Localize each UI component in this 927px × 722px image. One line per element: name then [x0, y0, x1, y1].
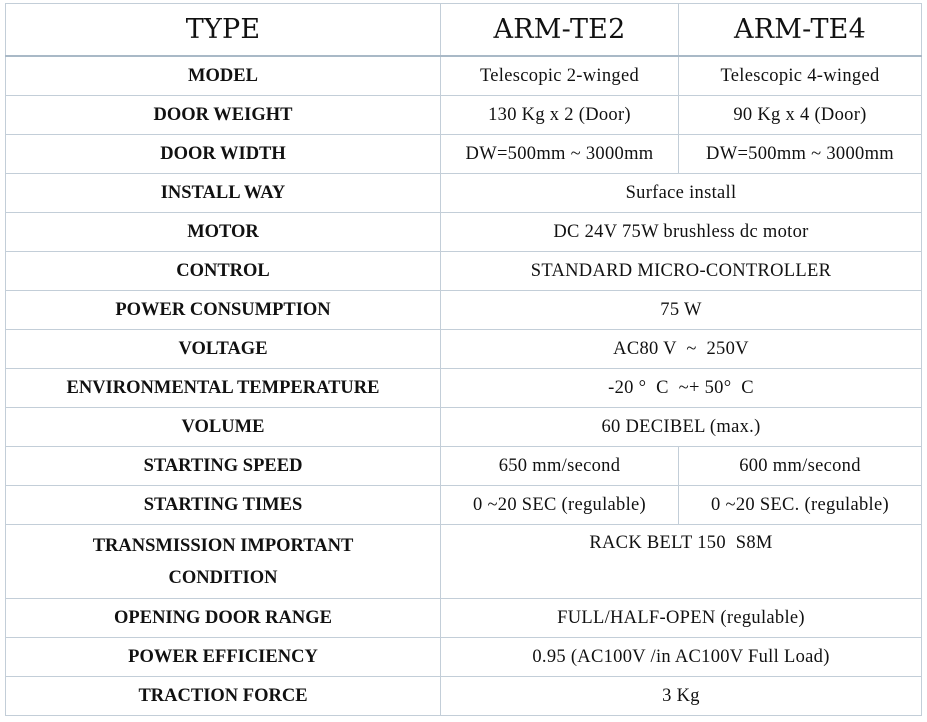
row-value-shared: -20 ° C ~+ 50° C [441, 369, 922, 408]
row-value-shared: AC80 V ~ 250V [441, 330, 922, 369]
spec-table [5, 3, 922, 716]
row-label: MODEL [6, 56, 441, 96]
row-label: INSTALL WAY [6, 174, 441, 213]
table-row [6, 135, 922, 174]
table-row [6, 447, 922, 486]
row-label: STARTING TIMES [6, 486, 441, 525]
row-value-arm-te2: DW=500mm ~ 3000mm [441, 135, 679, 174]
row-label: ENVIRONMENTAL TEMPERATURE [6, 369, 441, 408]
header-type: TYPE [6, 4, 441, 57]
row-value-shared: 75 W [441, 291, 922, 330]
row-label: OPENING DOOR RANGE [6, 599, 441, 638]
row-value-arm-te2: Telescopic 2-winged [441, 56, 679, 96]
row-label: POWER CONSUMPTION [6, 291, 441, 330]
table-row [6, 96, 922, 135]
row-value-arm-te4: 90 Kg x 4 (Door) [679, 96, 922, 135]
row-value-arm-te4: 600 mm/second [679, 447, 922, 486]
table-row [6, 408, 922, 447]
table-row [6, 677, 922, 716]
row-value-shared: RACK BELT 150 S8M [441, 525, 922, 599]
row-label: POWER EFFICIENCY [6, 638, 441, 677]
row-value-shared: Surface install [441, 174, 922, 213]
row-value-arm-te2: 0 ~20 SEC (regulable) [441, 486, 679, 525]
row-value-shared: FULL/HALF-OPEN (regulable) [441, 599, 922, 638]
row-value-arm-te4: 0 ~20 SEC. (regulable) [679, 486, 922, 525]
row-label: VOLTAGE [6, 330, 441, 369]
table-header-row [6, 4, 922, 57]
row-label: STARTING SPEED [6, 447, 441, 486]
table-row [6, 213, 922, 252]
table-row [6, 330, 922, 369]
table-row [6, 486, 922, 525]
row-label: DOOR WIDTH [6, 135, 441, 174]
row-value-arm-te2: 130 Kg x 2 (Door) [441, 96, 679, 135]
table-row [6, 174, 922, 213]
row-value-shared: 3 Kg [441, 677, 922, 716]
row-value-shared: DC 24V 75W brushless dc motor [441, 213, 922, 252]
row-value-arm-te4: DW=500mm ~ 3000mm [679, 135, 922, 174]
row-label: TRANSMISSION IMPORTANT CONDITION [6, 525, 441, 599]
row-value-shared: 60 DECIBEL (max.) [441, 408, 922, 447]
table-row [6, 252, 922, 291]
table-row [6, 369, 922, 408]
row-label: DOOR WEIGHT [6, 96, 441, 135]
table-row [6, 56, 922, 96]
row-label: CONTROL [6, 252, 441, 291]
row-value-arm-te2: 650 mm/second [441, 447, 679, 486]
header-model-arm-te4: ARM-TE4 [679, 4, 922, 57]
header-model-arm-te2: ARM-TE2 [441, 4, 679, 57]
row-label: VOLUME [6, 408, 441, 447]
row-value-shared: STANDARD MICRO-CONTROLLER [441, 252, 922, 291]
row-label: TRACTION FORCE [6, 677, 441, 716]
table-row [6, 638, 922, 677]
table-row [6, 291, 922, 330]
row-value-arm-te4: Telescopic 4-winged [679, 56, 922, 96]
table-row [6, 599, 922, 638]
table-row [6, 525, 922, 599]
row-value-shared: 0.95 (AC100V /in AC100V Full Load) [441, 638, 922, 677]
row-label: MOTOR [6, 213, 441, 252]
